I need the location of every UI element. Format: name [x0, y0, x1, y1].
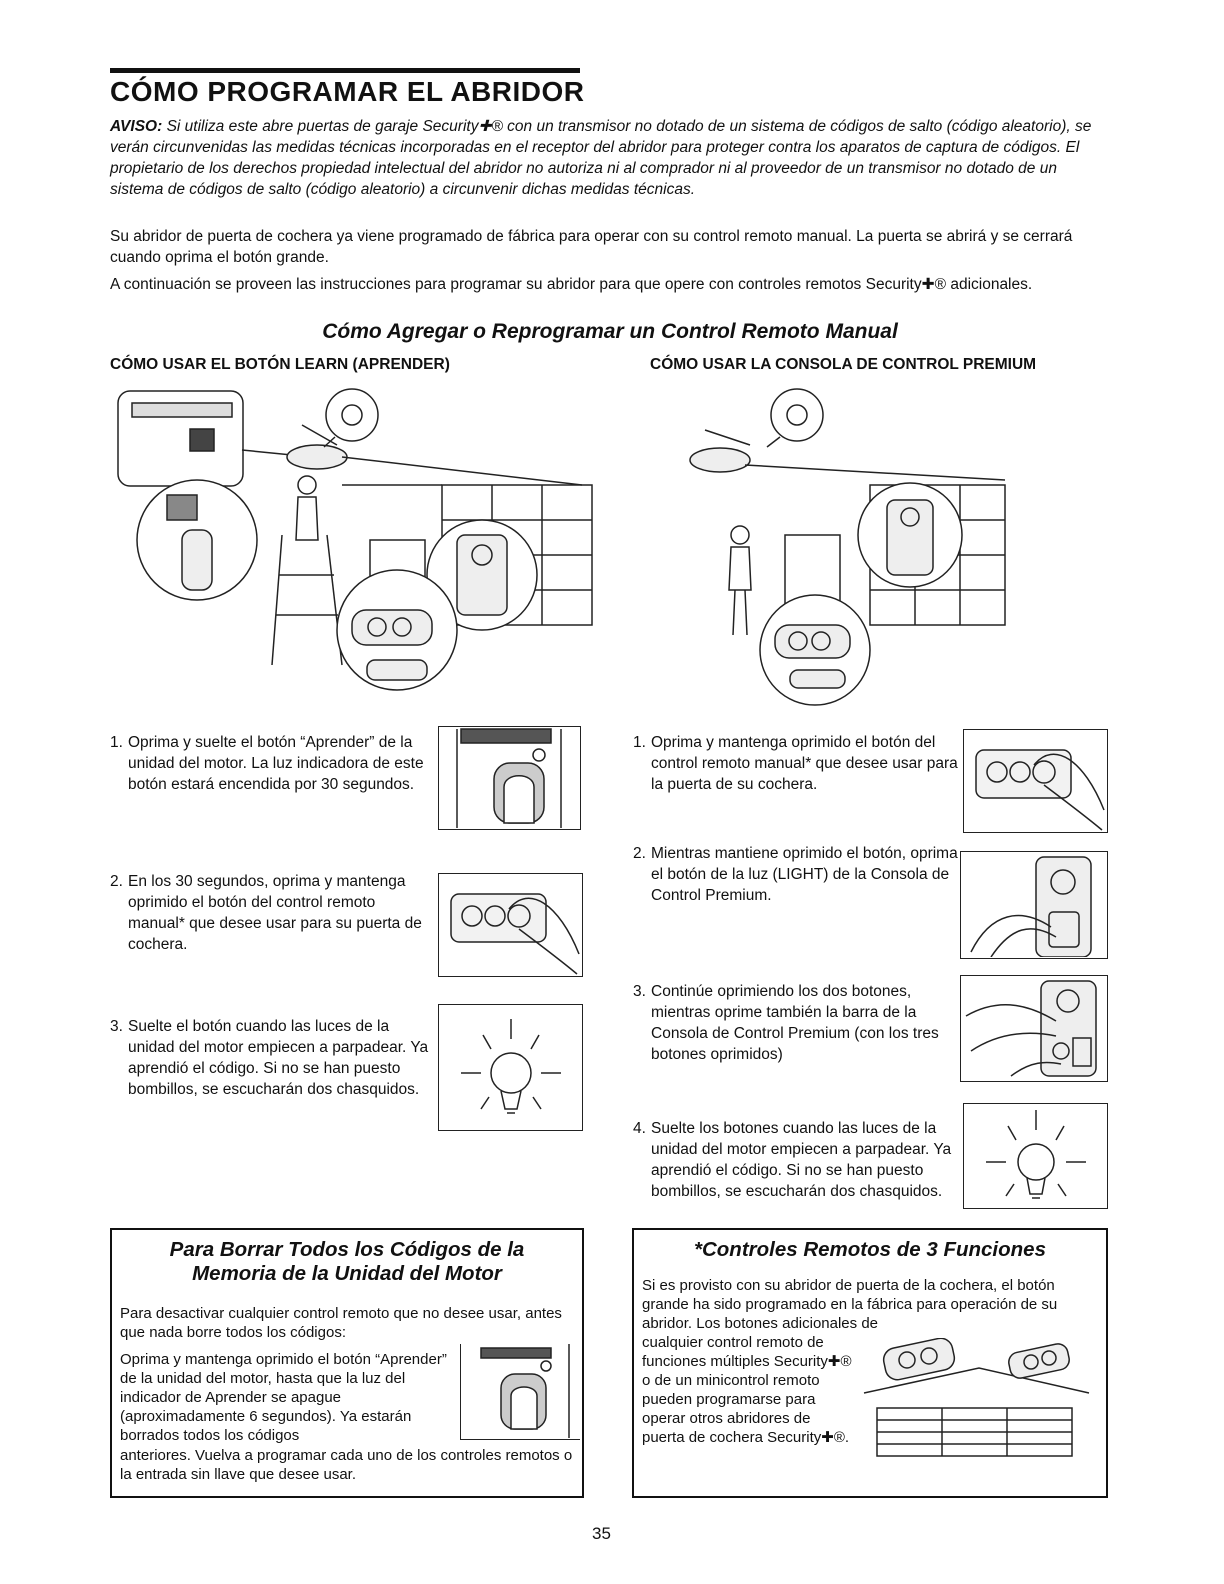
erase-box-paragraph-1: Para desactivar cualquier control remoto que no desee usar, antes que nada borre todos los códigos: [120, 1305, 562, 1341]
step-text: En los 30 segundos, oprima y mantenga oprimido el botón del control remoto manual* que desee usar para su puerta de cochera. [128, 873, 422, 953]
house-remotes-figure [859, 1338, 1094, 1458]
remotes-box-paragraph-1: Si es provisto con su abridor de puerta de la cochera, el botón grande ha sido programado en la fábrica para operación de su abridor. Los botones adicionales de [642, 1277, 1058, 1332]
left-column-heading: CÓMO USAR EL BOTÓN LEARN (APRENDER) [110, 356, 450, 373]
step-text: Continúe oprimiendo los dos botones, mientras oprime también la barra de la Consola de Control Premium (con los tres botones oprimidos) [651, 983, 939, 1063]
step-number: 2. [110, 873, 123, 890]
page-number: 35 [592, 1524, 611, 1543]
section-subtitle: Cómo Agregar o Reprogramar un Control Remoto Manual [322, 320, 898, 343]
remotes-box-title: *Controles Remotos de 3 Funciones [694, 1238, 1046, 1261]
step-number: 4. [633, 1120, 646, 1137]
step-number: 1. [633, 734, 646, 751]
remote-hold-figure [963, 729, 1108, 833]
intro-paragraph-2: A continuación se proveen las instrucciones para programar su abridor para que opere con controles remotos Security✚® adicionales. [110, 276, 1033, 293]
step-number: 2. [633, 845, 646, 862]
remotes-box-paragraph-2: cualquier control remoto de funciones múltiples Security✚® o de un minicontrol remoto pueden programarse para operar otros abridores de puerta de cochera Security✚®. [642, 1334, 852, 1446]
title-rule [110, 68, 580, 73]
right-step-1 [633, 732, 958, 795]
right-step-4 [633, 1118, 958, 1202]
notice [110, 116, 1110, 200]
step-number: 1. [110, 734, 123, 751]
left-step-3 [110, 1016, 430, 1100]
left-step-2 [110, 871, 430, 955]
flashing-bulb-figure-right [963, 1103, 1108, 1209]
step-text: Suelte el botón cuando las luces de la unidad del motor empiecen a parpadear. Ya aprendió el código. Si no se han puesto bombillos, se escucharán dos chasquidos. [128, 1018, 429, 1098]
notice-text: Si utiliza este abre puertas de garaje Security✚® con un transmisor no dotado de un sistema de códigos de salto (código aleatorio), se verán circunvenidas las medidas técnicas incorporadas en el receptor del abridor para proteger contra los aparatos de captura de códigos. El propietario de los derechos propiedad intelectual del abridor no autoriza ni al comprador ni al proveedor de un transmisor no dotado de un sistema de códigos de salto (código aleatorio) a circunvenir dichas medidas técnicas. [110, 118, 1092, 198]
garage-learn-button-illustration [112, 385, 602, 710]
learn-button-figure [438, 726, 581, 830]
three-function-remotes-box [632, 1228, 1108, 1498]
right-column-heading: CÓMO USAR LA CONSOLA DE CONTROL PREMIUM [650, 356, 1037, 373]
console-bar-figure [960, 975, 1108, 1082]
step-text: Suelte los botones cuando las luces de la unidad del motor empiecen a parpadear. Ya aprendió el código. Si no se han puesto bombillos, se escucharán dos chasquidos. [651, 1120, 952, 1200]
remote-press-figure [438, 873, 583, 977]
left-step-1 [110, 732, 430, 795]
step-number: 3. [633, 983, 646, 1000]
learn-button-small-figure [460, 1344, 580, 1440]
light-button-figure [960, 851, 1108, 959]
step-text: Oprima y suelte el botón “Aprender” de la unidad del motor. La luz indicadora de este botón estará encendida por 30 segundos. [128, 734, 424, 793]
garage-control-console-illustration [655, 385, 1015, 710]
step-number: 3. [110, 1018, 123, 1035]
step-text: Oprima y mantenga oprimido el botón del control remoto manual* que desee usar para la puerta de su cochera. [651, 734, 958, 793]
step-text: Mientras mantiene oprimido el botón, oprima el botón de la luz (LIGHT) de la Consola de Control Premium. [651, 845, 958, 904]
right-step-3 [633, 981, 958, 1065]
erase-box-paragraph-3: anteriores. Vuelva a programar cada uno de los controles remotos o la entrada sin llave que desee usar. [120, 1447, 573, 1483]
erase-codes-box [110, 1228, 584, 1498]
intro-paragraph-1: Su abridor de puerta de cochera ya viene programado de fábrica para operar con su control remoto manual. La puerta se abrirá y se cerrará cuando oprima el botón grande. [110, 228, 1073, 266]
notice-label: AVISO: [110, 118, 163, 135]
erase-box-title: Para Borrar Todos los Códigos de la Memoria de la Unidad del Motor [169, 1238, 525, 1285]
page-title: CÓMO PROGRAMAR EL ABRIDOR [110, 76, 585, 107]
erase-box-paragraph-2: Oprima y mantenga oprimido el botón “Aprender” de la unidad del motor, hasta que la luz del indicador de Aprender se apague (aproximadamente 6 segundos). Ya estarán borrados todos los códigos [120, 1351, 447, 1444]
right-step-2 [633, 843, 958, 906]
flashing-bulb-figure [438, 1004, 583, 1131]
